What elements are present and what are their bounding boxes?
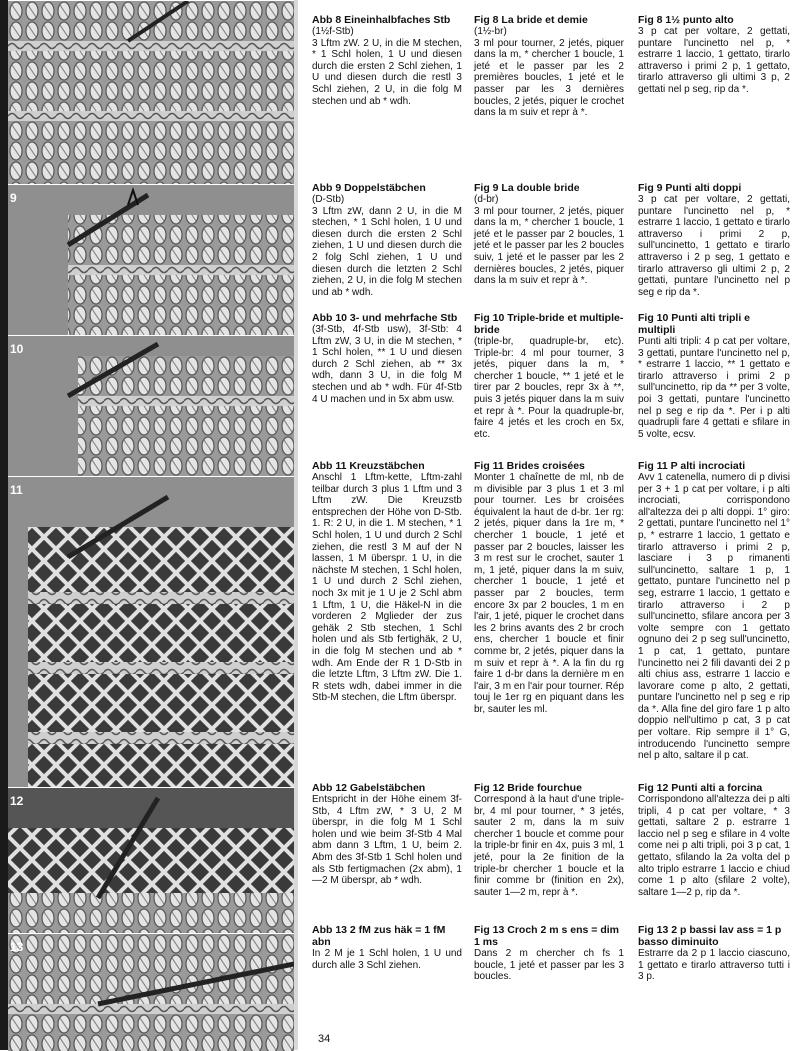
section-body: 3 ml pour tourner, 2 jetés, piquer dans la m, * chercher 1 boucle, 1 jeté et le passer par 2 boucles, 1 jeté et le passer par les 2 boucles suiv, 1 jeté et le passer par les 2 dernières boucles, 2 jetés, piquer dans la m suiv et repr à *. [474, 205, 624, 287]
section-body: In 2 M je 1 Schl holen, 1 U und durch alle 3 Schl ziehen. [312, 948, 462, 971]
section-subtitle: (1½-br) [474, 26, 507, 37]
section-body: Monter 1 chaînette de ml, nb de m divisible par 3 plus 1 et 3 ml pour tourner. Les br croisées équivalent la haut de d-br. 1er rg: 2 jetés, piquer dans la 1re m, * chercher 1 boucle, 1 jeté et passer par 2 boucles, laisser les 3 m rest sur le crochet, sauter 1 m, 1 jeté, piquer dans la m suiv, chercher 1 boucle, 1 jeté et passer par 2 boucles, term encore 3x par 2 boucles, 1 m en l'air, 1 jeté, piquer le crochet dans les 2 brins avants des 2 br croch ens, chercher 1 boucle et finir comme br, 2 jetés, piquer dans la m suiv et repr à *. A la fin du rg faire 1 d-br dans la dernière m en l'air, 3 m en l'air pour tourner. Rép touj le 1er rg en piquant dans les br, sauter les ml. [474, 472, 624, 715]
section-title: Abb 8 Eineinhalbfaches Stb [312, 14, 451, 26]
section-subtitle: (d-br) [474, 194, 499, 205]
photo-fig-9 [8, 184, 294, 335]
page-edge [0, 0, 8, 1050]
section-title: Fig 8 La bride et demie [474, 14, 588, 26]
section-12-de [312, 782, 462, 887]
section-title: Abb 10 3- und mehrfache Stb [312, 312, 458, 324]
section-subtitle: (1½f-Stb) [312, 26, 354, 37]
section-title: Fig 11 Brides croisées [474, 460, 585, 472]
photo-fig-13 [8, 933, 294, 1051]
photo-number: 13 [10, 940, 24, 954]
section-title: Fig 8 1½ punto alto [638, 14, 734, 26]
photo-number: 12 [10, 794, 24, 808]
section-title: Abb 11 Kreuzstäbchen [312, 460, 425, 472]
section-title: Fig 9 La double bride [474, 182, 580, 194]
section-title: Abb 13 2 fM zus häk = 1 fM abn [312, 924, 446, 948]
section-12-it [638, 782, 790, 898]
page-number: 34 [318, 1033, 331, 1045]
section-title: Fig 13 Croch 2 m s ens = dim 1 ms [474, 924, 620, 948]
section-body: 3 ml pour tourner, 2 jetés, piquer dans la m, * chercher 1 boucle, 1 jeté et le passer par les 2 premières boucles, 1 jeté et le passer par les 3 dernières boucles, 2 jetés, piquer le crochet dans la m suiv et repr à *. [474, 37, 624, 119]
section-9-de [312, 182, 462, 298]
section-10-fr [474, 312, 624, 440]
section-title: Fig 10 Punti alti tripli e multipli [638, 312, 751, 336]
photo-number: 9 [10, 191, 17, 205]
section-9-it [638, 182, 790, 298]
photo-strip [0, 0, 298, 1050]
photo-number: 11 [10, 483, 23, 497]
photo-fig-8 [8, 0, 294, 184]
section-10-it [638, 312, 790, 440]
section-body: 3 Lftm zW, dann 2 U, in die M stechen, * 1 Schl holen, 1 U und diesen durch die ersten 2 Schl ziehen, 1 U und diesen durch die 2 folg Schl ziehen, 1 U und diesen durch die letzten 2 Schl ziehen, 2 U, in die folg M stechen und ab * wdh. [312, 205, 462, 298]
section-11-de [312, 460, 462, 704]
section-13-it [638, 924, 790, 983]
section-body: 3 p cat per voltare, 2 gettati, puntare l'uncinetto nel p, * estrarre 1 laccio, 1 gettato, tirarlo attraverso i primi 2 p, 1 gettato, tirarlo attraverso gli ultimi 3 p, 2 gettati nel p seg, rip da *. [638, 26, 790, 95]
section-13-fr [474, 924, 624, 983]
section-body: Avv 1 catenella, numero di p divisi per 3 + 1 p cat per voltare, i p alti incrociati, corrispondono all'altezza dei p alti doppi. 1° giro: 2 gettati, puntare l'uncinetto nel 1° p, * estrarre 1 laccio, 1 gettato e tirarlo attraverso i primi 2 p, lasciare i 3 p rimanenti sull'uncinetto, saltare 1 p, 1 gettato, puntare l'uncinetto nel p seg, estrarre 1 laccio, 1 gettato e tirarlo attraverso i 2 p sull'uncinetto, sfilare ancora per 3 volte sempre con 1 gettato ognuno dei 2 p seg sull'uncinetto, 1 p cat, 1 gettato, puntare l'uncinetto nei 2 fili davanti dei 2 p alti chius ass, estrarre 1 laccio e lavorare come p alto, 2 gettati, puntare l'uncinetto nel p seg e rip da *. Alla fine del giro fare 1 p alto doppio nell'ultimo p cat, 3 p cat per voltare. Rip sempre il 1° G, introducendo l'uncinetto sempre nel p alto, saltare il p cat. [638, 472, 790, 762]
photo-fig-11 [8, 476, 294, 787]
section-9-fr [474, 182, 624, 287]
section-12-fr [474, 782, 624, 898]
section-body: Estrarre da 2 p 1 laccio ciascuno, 1 gettato e tirarlo attraverso tutti i 3 p. [638, 948, 790, 983]
section-8-fr [474, 14, 624, 119]
section-10-de [312, 312, 462, 405]
section-13-de [312, 924, 462, 971]
section-body: Punti alti tripli: 4 p cat per voltare, 3 gettati, puntare l'uncinetto nel p, * estrarre 1 laccio, ** 1 gettato e tirarlo attraverso i primi 2 p sull'uncinetto, rip da ** per 3 volte, poi 3 gettati, puntare l'uncinetto nel p seg e rip da *. Per i p alti quadrupli fare 4 gettati e sfilare in 5 volte, ecsv. [638, 336, 790, 440]
section-subtitle: (D-Stb) [312, 194, 345, 205]
section-title: Fig 12 Punti alti a forcina [638, 782, 763, 794]
section-body: 3 p cat per voltare, 2 gettati, puntare l'uncinetto nel p, * estrarre 1 laccio, 1 gettato e tirarlo attraverso i primi 2 p, sull'uncinetto, 1 gettato e tirarlo attraverso i 2 p seg, 1 gettato e tirarlo attraverso gli ultimi 2 p, 2 gettati, puntare l'uncinetto nel p seg e rip da *. [638, 194, 790, 298]
section-title: Fig 13 2 p bassi lav ass = 1 p basso diminuito [638, 924, 782, 948]
section-title: Fig 9 Punti alti doppi [638, 182, 742, 194]
section-11-fr [474, 460, 624, 715]
photo-fig-10 [8, 335, 294, 476]
section-title: Abb 9 Doppelstäbchen [312, 182, 426, 194]
section-body: Corrispondono all'altezza dei p alti tripli, 4 p cat per voltare, * 3 gettati, saltare 2 p. estrarre 1 laccio nel p seg e sfilare in 4 volte come nei p alti tripli, poi 3 p cat, 1 gettato, sfilando la 2a volta del p alto triplo estrarre 1 laccio e chiud come 1 p alto (sfilare 2 volte), saltare 1—2 p, rip da *. [638, 794, 790, 898]
section-body: (triple-br, quadruple-br, etc). Triple-br: 4 ml pour tourner, 3 jetés, piquer dans la m, * chercher 1 boucle, ** 1 jeté et le tirer par 2 boucles, repr 3x à **, puis 3 jetés piquer dans la m suiv et repr à *. Pour la quadruple-br, faire 4 jetés et les croch en 5x, etc. [474, 336, 624, 440]
section-body: Dans 2 m chercher ch fs 1 boucle, 1 jeté et passer par les 3 boucles. [474, 948, 624, 983]
photo-number: 10 [10, 342, 24, 356]
section-body: Entspricht in der Höhe einem 3f-Stb, 4 Lftm zW, * 3 U, 2 M überspr, in die folg M 1 Schl holen und wie beim 3f-Stb 4 Mal abm dann 3 Lftm, 1 U, beim 2. Abm des 3f-Stb 1 Schl holen und als Stb fertigmachen (2x abm), 1—2 M überspr, ab * wdh. [312, 794, 462, 887]
section-title: Abb 12 Gabelstäbchen [312, 782, 426, 794]
section-title: Fig 12 Bride fourchue [474, 782, 582, 794]
section-title: Fig 10 Triple-bride et multiple-bride [474, 312, 624, 336]
photo-fig-12 [8, 787, 294, 933]
section-body: Anschl 1 Lftm-kette, Lftm-zahl teilbar durch 3 plus 1 Lftm und 3 Lftm zW. Die Kreuzstb entsprechen der Höhe von D-Stb. 1. R: 2 U, in die 1. M stechen, * 1 Schl holen, 1 U und durch 2 Schl ziehen, die restl 3 M auf der N lassen, 1 M überspr. 1 U, in die nächste M stechen, 1 Schl holen, 1 U und durch 2 Schl ziehen, noch 3x mit je 1 U je 2 Schl abm 1 Lftm, 1 U, die Häkel-N in die vorderen 2 Mglieder der zus gehäk 2 Stb stechen, 1 Schl holen und als Stb fertighäk, 2 U, in die folg M stechen und ab * wdh. Am Ende der R 1 D-Stb in die letzte Lftm, 3 Lftm zW. Die 1. R stets wdh, dabei immer in die Stb-M stechen, die Lftm überspr. [312, 472, 462, 704]
section-8-it [638, 14, 790, 96]
section-8-de [312, 14, 462, 107]
section-title: Fig 11 P alti incrociati [638, 460, 746, 472]
section-body: Correspond à la haut d'une triple-br, 4 ml pour tourner, * 3 jetés, sauter 2 m, dans la m suiv chercher 1 boucle et comme pour la triple-br finir en 4x, puis 3 ml, 1 jeté, pour la 2e finition de la triple-br chercher 1 boucle et la finir comme br (finition en 2x), sauter 1—2 m, repr à *. [474, 794, 624, 898]
section-body: (3f-Stb, 4f-Stb usw), 3f-Stb: 4 Lftm zW, 3 U, in die M stechen, * 1 Schl holen, ** 1 U und diesen durch 2 Schl ziehen, ab ** 3x wdh, dann 3 U, in die folg M stechen und ab * wdh. Für 4f-Stb 4 U machen und in 5x abm usw. [312, 324, 462, 405]
section-body: 3 Lftm zW. 2 U, in die M stechen, * 1 Schl holen, 1 U und diesen durch die ersten 2 Schl ziehen, 1 U und diesen durch die restl 3 Schl ziehen, 2 U, in die folg M stechen und ab * wdh. [312, 37, 462, 107]
section-11-it [638, 460, 790, 762]
